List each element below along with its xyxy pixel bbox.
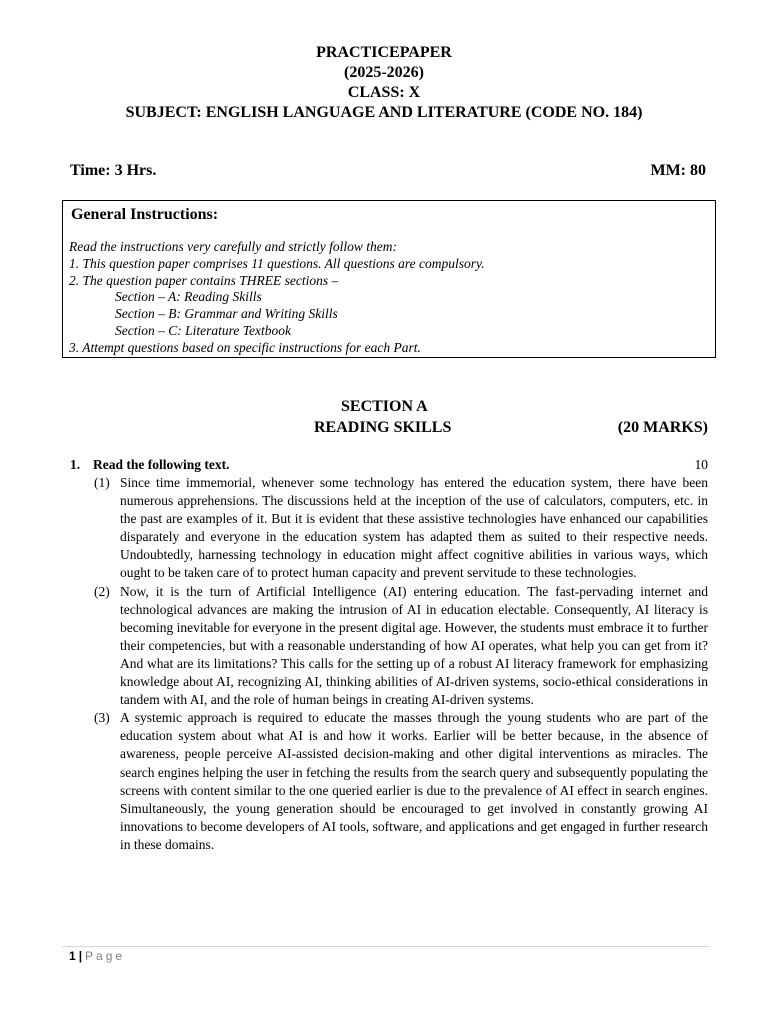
paragraph-text: A systemic approach is required to educate the masses through the young students who are part of the education system about what AI is and how it works. Earlier will be better because, in the absence of awareness, people perceive AI-assisted decision-making and other digital interventions as miracles. The search engines helping the user in fetching the results from the search query and subsequently populating the screens with content similar to the one queried earlier is due to the prevalence of AI effect in search engines. Simultaneously, the young generation should be encouraged to get involved in constantly growing AI innovations to become developers of AI tools, software, and applications and get engaged in further research in these domains.: [120, 710, 708, 852]
instructions-list: [69, 239, 485, 357]
max-marks-label: MM: 80: [650, 162, 706, 179]
instruction-line: Read the instructions very carefully and strictly follow them:: [69, 239, 397, 254]
time-label: Time: 3 Hrs.: [70, 162, 157, 179]
paragraph-number: (2): [94, 583, 110, 599]
instruction-line: 2. The question paper contains THREE sections –: [69, 272, 339, 288]
question-heading: Read the following text.: [93, 457, 230, 472]
section-title: SECTION A: [341, 398, 428, 415]
paragraph-number: (3): [94, 710, 110, 726]
subject-label: SUBJECT: ENGLISH LANGUAGE AND LITERATURE (CODE NO. 184): [125, 104, 643, 121]
footer-separator: |: [78, 949, 83, 963]
passage-paragraph: [70, 583, 708, 710]
instruction-line: 1. This question paper comprises 11 questions. All questions are compulsory.: [69, 255, 485, 271]
paper-year: (2025-2026): [344, 64, 424, 81]
general-instructions-box: [62, 200, 716, 358]
instruction-section-c: Section – C: Literature Textbook: [115, 322, 291, 338]
page-number: 1: [69, 949, 76, 963]
question-number: 1.: [70, 457, 81, 472]
paragraph-number: (1): [94, 475, 110, 490]
paragraph-text: Now, it is the turn of Artificial Intelligence (AI) entering education. The fast-pervading internet and technological advances are making the intrusion of AI in education electable. Consequently, AI literacy is becoming inevitable for everyone in the present digital age. However, the students must embrace it to further their competencies, but with a reasonable understanding of how AI operates, what help you can get from it? And what are its limitations? This calls for the setting up of a robust AI literacy framework for emphasizing knowledge about AI, recognizing AI, thinking abilities of AI-driven systems, socio-ethical considerations in tandem with AI, and the role of human beings in creating AI-driven systems.: [120, 583, 709, 708]
instruction-section-a: Section – A: Reading Skills: [115, 289, 262, 305]
passage: [70, 474, 708, 854]
instructions-title: General Instructions:: [71, 206, 219, 223]
paragraph-text: Since time immemorial, whenever some technology has entered the education system, there have been numerous apprehensions. The discussions held at the inception of the use of calculators, computers, etc. in the past are examples of it. But it is evident that these assistive technologies have enhanced our capabilities disparately and everyone in the education system has adapted them as suited to their respective needs. Undoubtedly, harnessing technology in education might affect cognitive abilities in various ways, which ought to be taken care of to protect human capacity and prevent servitude to these technologies.: [120, 475, 708, 581]
section-marks: (20 MARKS): [617, 419, 708, 436]
question-marks: 10: [694, 457, 708, 472]
paper-title: PRACTICEPAPER: [316, 44, 452, 61]
passage-paragraph: [70, 709, 708, 854]
section-subtitle: READING SKILLS: [314, 419, 452, 436]
instruction-line: 3. Attempt questions based on specific instructions for each Part.: [69, 339, 421, 355]
page-footer: [69, 948, 125, 964]
footer-divider: [62, 946, 710, 947]
instruction-section-b: Section – B: Grammar and Writing Skills: [115, 306, 338, 322]
page-label: Page: [85, 949, 126, 963]
passage-paragraph: [70, 474, 708, 583]
class-label: CLASS: X: [347, 84, 421, 101]
